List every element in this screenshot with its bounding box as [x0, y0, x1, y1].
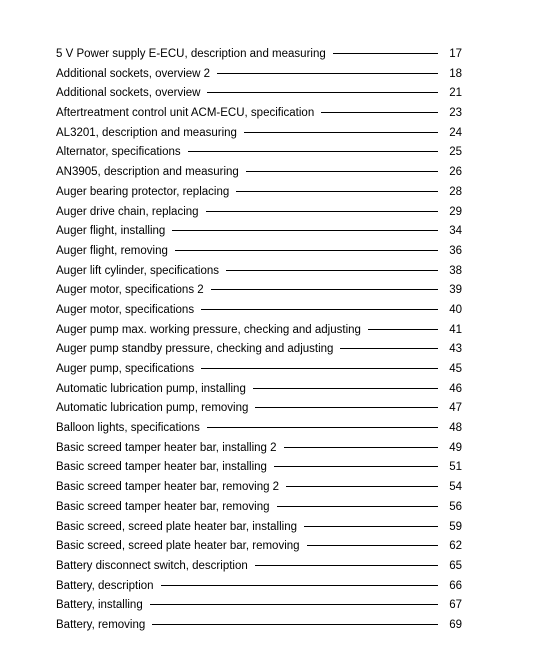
toc-entry-title[interactable]: Battery, installing [56, 599, 143, 612]
toc-entry-page-number[interactable]: 43 [449, 343, 462, 356]
toc-entry[interactable] [56, 242, 462, 262]
toc-entry-title[interactable]: Basic screed, screed plate heater bar, removing [56, 540, 300, 553]
toc-entry-title[interactable]: Auger pump standby pressure, checking and adjusting [56, 343, 334, 356]
toc-leader-line [253, 388, 438, 389]
toc-leader-line [175, 250, 438, 251]
toc-leader-line [152, 624, 438, 625]
toc-leader-line [226, 270, 438, 271]
toc-entry[interactable] [56, 321, 462, 341]
toc-entry[interactable] [56, 163, 462, 183]
toc-entry-page-number[interactable]: 34 [449, 225, 462, 238]
toc-leader-line [255, 565, 438, 566]
toc-entry-title[interactable]: Basic screed tamper heater bar, installing [56, 461, 267, 474]
toc-leader-line [217, 73, 438, 74]
toc-entry-page-number[interactable]: 56 [449, 500, 462, 513]
toc-entry-title[interactable]: Auger pump max. working pressure, checking and adjusting [56, 323, 361, 336]
toc-leader-line [207, 427, 438, 428]
toc-leader-line [206, 211, 438, 212]
toc-entry-title[interactable]: Basic screed tamper heater bar, installing 2 [56, 441, 277, 454]
toc-entry-title[interactable]: Battery, removing [56, 618, 146, 631]
toc-entry[interactable] [56, 537, 462, 557]
toc-entry-page-number[interactable]: 59 [449, 520, 462, 533]
toc-leader-line [201, 309, 438, 310]
toc-leader-line [340, 348, 438, 349]
toc-leader-line [307, 545, 438, 546]
toc-entry[interactable] [56, 399, 462, 419]
toc-entry-page-number[interactable]: 65 [449, 559, 462, 572]
toc-entry-title[interactable]: Additional sockets, overview 2 [56, 67, 211, 80]
toc-leader-line [304, 526, 438, 527]
toc-entry-title[interactable]: Auger flight, installing [56, 225, 166, 238]
toc-entry[interactable] [56, 84, 462, 104]
toc-entry[interactable] [56, 301, 462, 321]
toc-entry-page-number[interactable]: 24 [449, 126, 462, 139]
toc-entry-title[interactable]: Balloon lights, specifications [56, 422, 200, 435]
toc-entry[interactable] [56, 577, 462, 597]
toc-entry[interactable] [56, 281, 462, 301]
toc-entry-page-number[interactable]: 36 [449, 244, 462, 257]
toc-entry-page-number[interactable]: 66 [449, 579, 462, 592]
toc-entry[interactable] [56, 340, 462, 360]
toc-entry-page-number[interactable]: 45 [449, 363, 462, 375]
toc-entry[interactable] [56, 183, 462, 203]
toc-leader-line [201, 368, 438, 369]
toc-leader-line [333, 53, 438, 54]
toc-entry-page-number[interactable]: 46 [449, 382, 462, 395]
toc-entry-page-number[interactable]: 47 [449, 402, 462, 415]
toc-entry-page-number[interactable]: 29 [449, 205, 462, 218]
toc-entry-title[interactable]: Basic screed tamper heater bar, removing [56, 500, 270, 513]
toc-entry-page-number[interactable]: 18 [449, 67, 462, 80]
toc-entry[interactable] [56, 124, 462, 144]
toc-entry[interactable] [56, 222, 462, 242]
toc-entry-page-number[interactable]: 39 [449, 284, 462, 297]
toc-entry-title[interactable]: Aftertreatment control unit ACM-ECU, specification [56, 107, 315, 120]
table-of-contents [56, 45, 462, 636]
toc-leader-line [277, 506, 439, 507]
toc-leader-line [255, 407, 438, 408]
toc-entry[interactable] [56, 458, 462, 478]
toc-entry-page-number[interactable]: 17 [449, 48, 462, 60]
toc-entry[interactable] [56, 45, 462, 65]
toc-entry-page-number[interactable]: 28 [449, 185, 462, 198]
toc-entry-page-number[interactable]: 21 [449, 87, 462, 100]
toc-leader-line [368, 329, 438, 330]
toc-entry-page-number[interactable]: 25 [449, 146, 462, 159]
toc-entry[interactable] [56, 498, 462, 518]
toc-entry[interactable] [56, 557, 462, 577]
toc-leader-line [188, 151, 438, 152]
toc-leader-line [150, 604, 438, 605]
toc-entry-page-number[interactable]: 38 [449, 264, 462, 277]
toc-leader-line [211, 289, 438, 290]
toc-entry[interactable] [56, 65, 462, 85]
toc-entry-title[interactable]: AL3201, description and measuring [56, 126, 237, 139]
toc-leader-line [246, 171, 438, 172]
toc-entry-title[interactable]: Auger flight, removing [56, 244, 168, 257]
toc-entry-page-number[interactable]: 48 [449, 422, 462, 435]
toc-leader-line [172, 230, 438, 231]
toc-entry[interactable] [56, 360, 462, 380]
toc-entry[interactable] [56, 380, 462, 400]
toc-entry[interactable] [56, 478, 462, 498]
toc-entry-page-number[interactable]: 54 [449, 481, 462, 494]
toc-entry[interactable] [56, 203, 462, 223]
toc-entry-title[interactable]: Battery disconnect switch, description [56, 559, 248, 572]
toc-entry-title[interactable]: Additional sockets, overview [56, 87, 201, 100]
toc-entry-title[interactable]: 5 V Power supply E-ECU, description and measuring [56, 48, 326, 60]
toc-leader-line [274, 466, 438, 467]
toc-entry-page-number[interactable]: 62 [449, 540, 462, 553]
toc-entry-title[interactable]: Automatic lubrication pump, removing [56, 402, 249, 415]
toc-leader-line [244, 132, 438, 133]
toc-leader-line [161, 585, 438, 586]
toc-entry-title[interactable]: Auger drive chain, replacing [56, 205, 199, 218]
toc-entry-title[interactable]: Auger motor, specifications 2 [56, 284, 204, 297]
toc-entry-title[interactable]: Automatic lubrication pump, installing [56, 382, 246, 395]
toc-entry-title[interactable]: Alternator, specifications [56, 146, 181, 159]
toc-leader-line [284, 447, 438, 448]
toc-entry-page-number[interactable]: 49 [449, 441, 462, 454]
toc-entry-title[interactable]: Auger motor, specifications [56, 303, 195, 316]
toc-entry-title[interactable]: Basic screed tamper heater bar, removing 2 [56, 481, 280, 494]
toc-leader-line [207, 92, 438, 93]
toc-entry-page-number[interactable]: 41 [449, 323, 462, 336]
toc-entry-page-number[interactable]: 40 [449, 303, 462, 316]
toc-entry-title[interactable]: Battery, description [56, 579, 154, 592]
toc-entry-title[interactable]: AN3905, description and measuring [56, 166, 239, 179]
toc-entry-page-number[interactable]: 67 [449, 599, 462, 612]
toc-entry[interactable] [56, 596, 462, 616]
toc-entry[interactable] [56, 419, 462, 439]
toc-entry[interactable] [56, 616, 462, 636]
toc-entry-page-number[interactable]: 51 [449, 461, 462, 474]
toc-entry-page-number[interactable]: 69 [449, 618, 462, 631]
toc-entry[interactable] [56, 518, 462, 538]
toc-entry-title[interactable]: Auger lift cylinder, specifications [56, 264, 219, 277]
toc-entry-title[interactable]: Auger bearing protector, replacing [56, 185, 230, 198]
toc-entry[interactable] [56, 143, 462, 163]
toc-entry[interactable] [56, 262, 462, 282]
toc-entry[interactable] [56, 439, 462, 459]
toc-entry-page-number[interactable]: 23 [449, 107, 462, 120]
toc-leader-line [286, 486, 438, 487]
toc-entry[interactable] [56, 104, 462, 124]
toc-leader-line [236, 191, 438, 192]
toc-entry-title[interactable]: Basic screed, screed plate heater bar, installing [56, 520, 297, 533]
toc-entry-title[interactable]: Auger pump, specifications [56, 363, 195, 375]
toc-leader-line [321, 112, 438, 113]
toc-entry-page-number[interactable]: 26 [449, 166, 462, 179]
